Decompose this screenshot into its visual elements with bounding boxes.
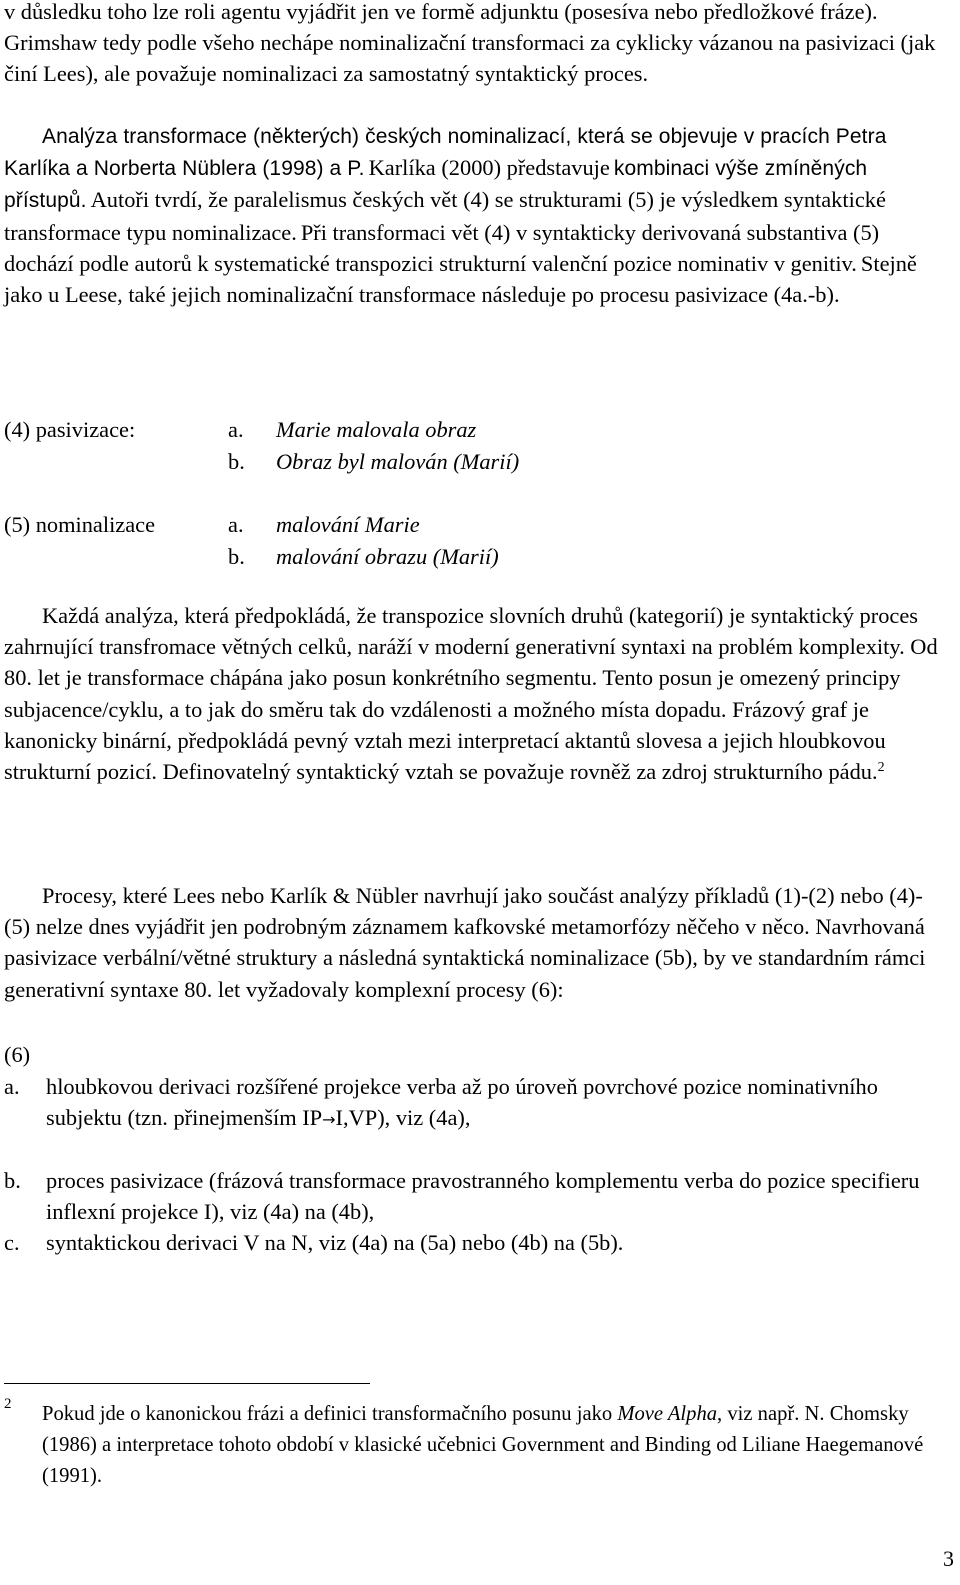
example-5-label: (5) nominalizace: [4, 512, 156, 537]
footnote-mark: 2: [4, 1396, 12, 1412]
paragraph-2-part-e: Při transformaci vět (4) v syntakticky derivovaná substantiva (5) dochází podle autorů k systematické transpozici strukturní valenční pozice nominativ v genitiv.: [4, 219, 880, 276]
example-4a-letter: a.: [228, 417, 244, 442]
list-item-b-text: proces pasivizace (frázová transformace pravostranného komplementu verba do pozice specifieru inflexní projekce I), viz (4a) na (4b),: [46, 1168, 920, 1225]
example-4b-letter: b.: [228, 449, 245, 474]
example-5b-text: malování obrazu (Marií): [276, 544, 499, 569]
paragraph-3: Každá analýza, která předpokládá, že transpozice slovních druhů (kategorií) je syntaktický proces zahrnující transfromace větných celků, naráží v moderní generativní syntaxi na problém komplexity. Od 80. let je transformace chápána jako posun konkrétního segmentu. Tento posun je omezený principy subjacence/cyklu, a to jak do směru tak do vzdálenosti a možného místa dopadu. Frázový graf je kanonicky binární, předpokládá pevný vztah mezi interpretací aktantů slovesa a jejich hloubkovou strukturní pozicí. Definovatelný syntaktický vztah se považuje rovněž za zdroj strukturního pádu.$^2$: [4, 603, 938, 785]
paragraph-2-part-b: Karlíka (2000) představuje: [368, 155, 610, 181]
example-4b-text: Obraz byl malován (Marií): [276, 449, 520, 474]
paragraph-2: [4, 121, 948, 310]
paragraph-4: Procesy, které Lees nebo Karlík & Nübler navrhují jako součást analýzy příkladů (1)-(2) nebo (4)-(5) nelze dnes vyjádřit jen podrobným záznamem kafkovské metamorfózy něčeho v něco. Navrhovaná pasivizace verbální/větné struktury a následná syntaktická nominalizace (5b), by ve standardním rámci generativní syntaxe 80. let vyžadovaly komplexní procesy (6):: [4, 883, 926, 1002]
footnote-italic-term: Move Alpha: [617, 1403, 718, 1425]
example-4-label: (4) pasivizace:: [4, 417, 136, 442]
right-arrow-icon: →: [322, 1110, 336, 1130]
example-5b-letter: b.: [228, 544, 245, 569]
list-6-label: (6): [4, 1042, 31, 1067]
footnote-reference: 2: [877, 760, 885, 776]
example-5a-text: malování Marie: [276, 512, 420, 537]
paragraph-2-part-c: kombinaci výše zmíněných přístupů.: [4, 157, 868, 213]
list-item-c-text: syntaktickou derivaci V na N, viz (4a) na (5a) nebo (4b) na (5b).: [46, 1230, 624, 1255]
paragraph-2-part-f: Stejně jako u Leese, také jejich nominalizační transformace následuje po procesu pasivizace (4a.-b).: [4, 250, 917, 308]
list-item-c-letter: c.: [4, 1230, 20, 1255]
list-item-b-letter: b.: [4, 1168, 21, 1193]
paragraph-1: v důsledku toho lze roli agentu vyjádřit jen ve formě adjunktu (posesíva nebo předložkové fráze). Grimshaw tedy podle všeho nechápe nominalizační transformaci za cyklicky vázanou na pasivizaci (jak činí Lees), ale považuje nominalizaci za samostatný syntaktický proces.: [4, 0, 936, 87]
paragraph-2-part-a: Analýza transformace (některých) českých nominalizací, která se objevuje v pracích Petra Karlíka a Norberta Nüblera (1998) a P.: [4, 125, 887, 181]
paragraph-2-part-d: Autoři tvrdí, že paralelismus českých vět (4) se strukturami (5) je výsledkem syntaktické transformace typu nominalizace.: [4, 187, 886, 245]
footnote-text: Pokud jde o kanonickou frázi a definici transformačního posunu jako Move Alpha, viz např. N. Chomsky (1986) a interpretace tohoto období v klasické učebnici Government and Binding od Liliane Haegemanové (1991).: [42, 1403, 924, 1487]
example-4a-text: Marie malovala obraz: [276, 417, 477, 442]
example-5a-letter: a.: [228, 512, 244, 537]
footnote-separator: [4, 1383, 370, 1384]
page-number: 3: [943, 1546, 954, 1571]
list-item-a-text: hloubkovou derivaci rozšířené projekce verba až po úroveň povrchové pozice nominativního subjektu (tzn. přinejmenším IP→I,VP), viz (4a),: [46, 1074, 878, 1131]
list-item-a-letter: a.: [4, 1074, 20, 1099]
